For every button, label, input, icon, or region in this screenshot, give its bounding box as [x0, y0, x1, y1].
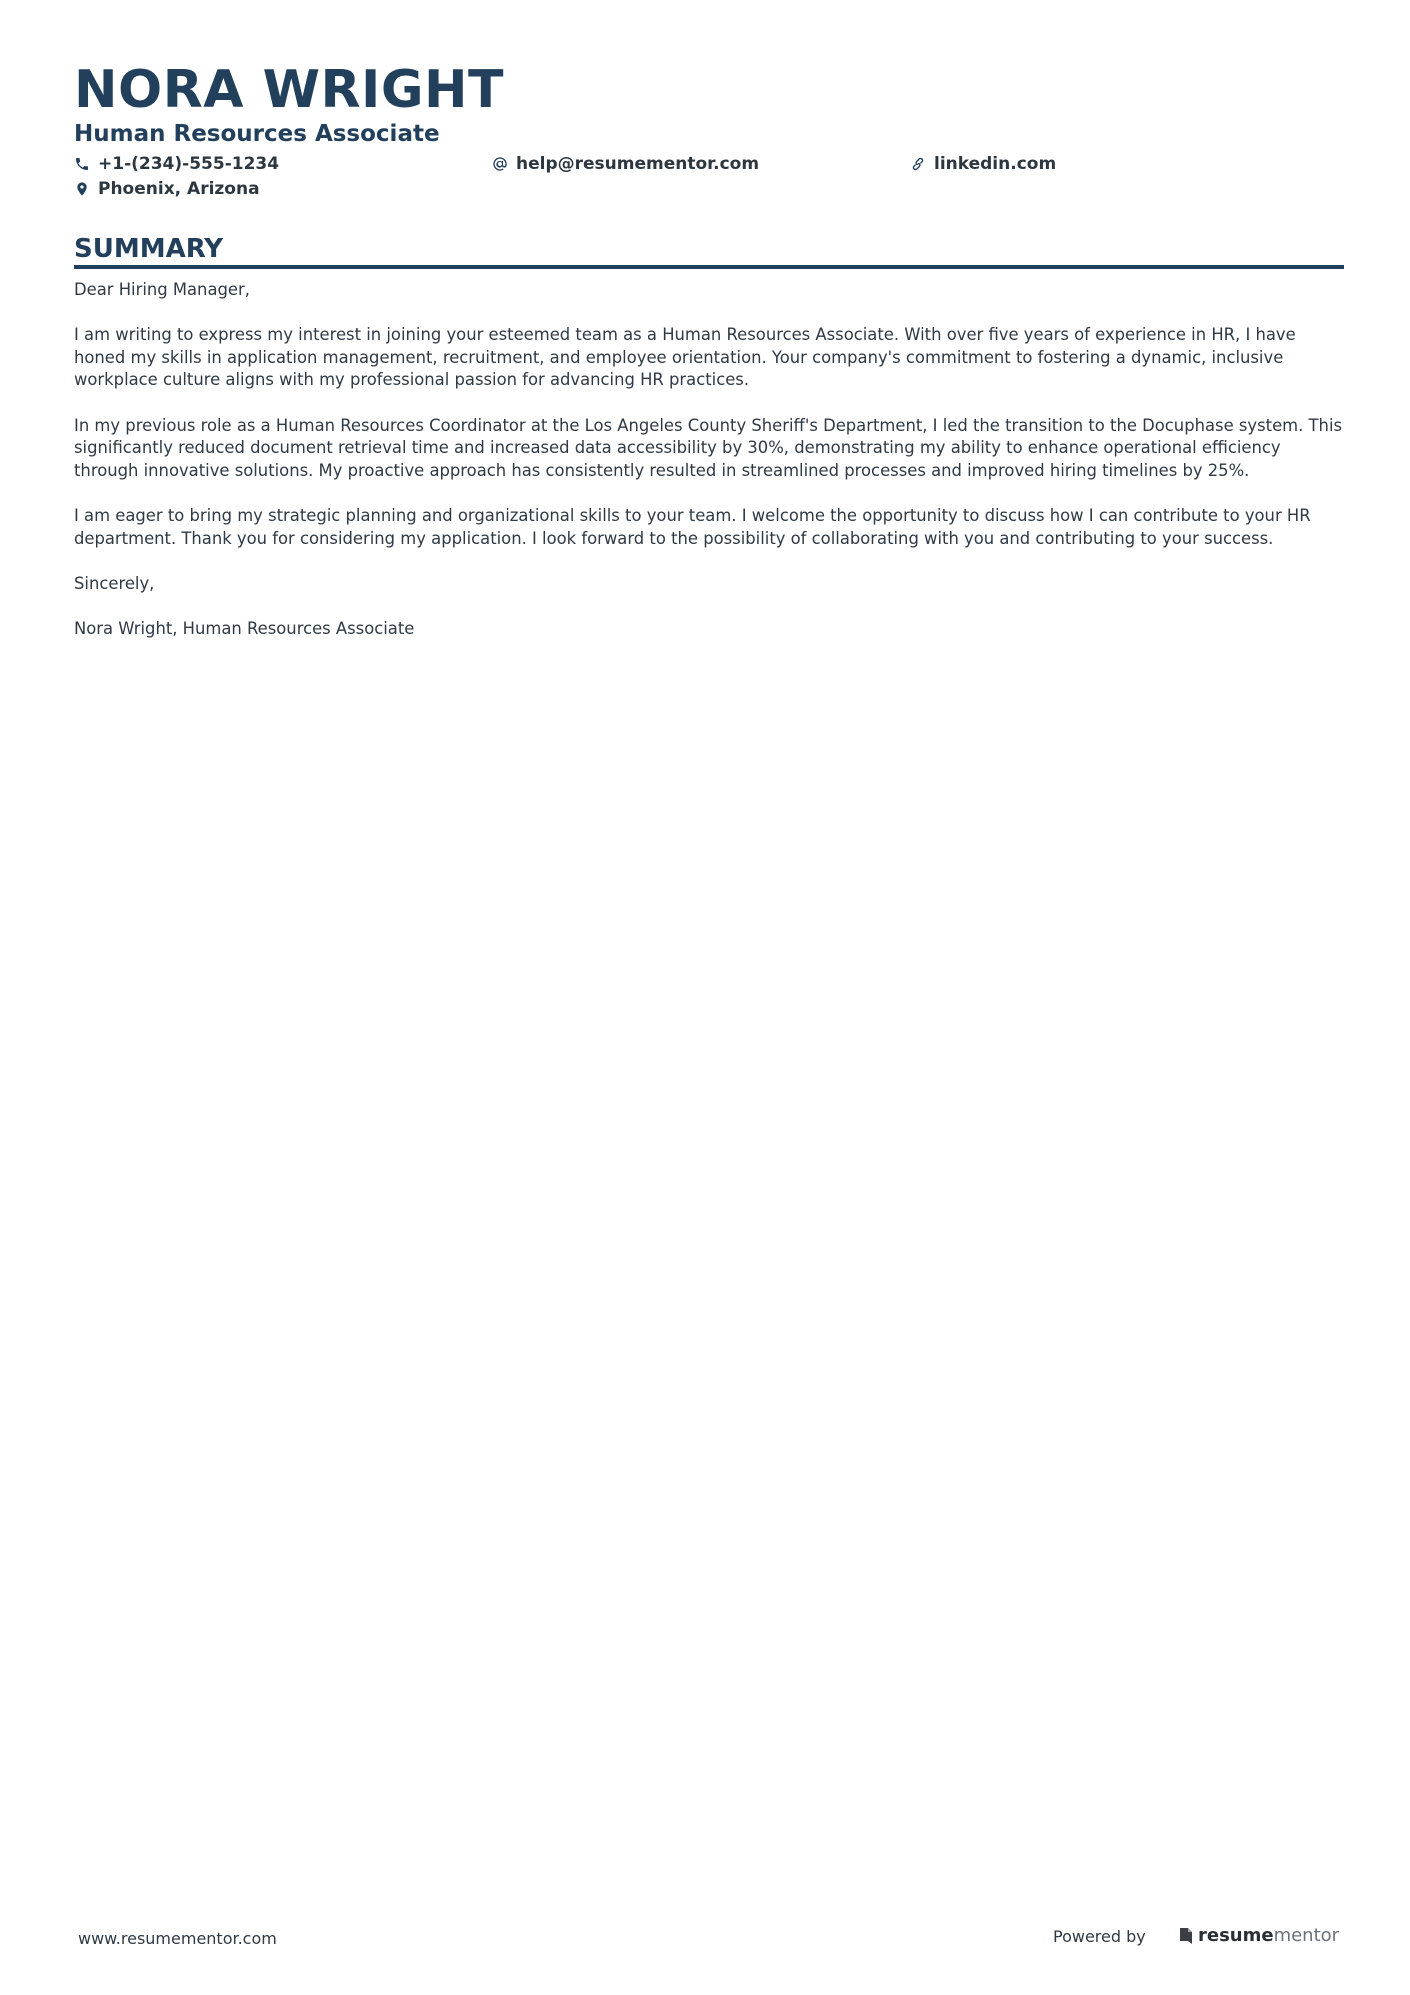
section-divider — [74, 265, 1344, 269]
link-icon — [910, 156, 926, 172]
map-pin-icon — [74, 181, 90, 197]
letter-body — [74, 279, 1344, 663]
at-sign-icon — [492, 156, 508, 172]
letter-closing: Sincerely, — [74, 573, 155, 593]
brand-name-light: mentor — [1273, 1925, 1340, 1946]
powered-by-label: Powered by — [1053, 1927, 1146, 1946]
letter-paragraph: In my previous role as a Human Resources Coordinator at the Los Angeles County Sheriff's Department, I led the transition to the Docuphase system. This significantly reduced document retrieval time and increased data accessibility by 30%, demonstrating my ability to enhance operational efficiency through innovative solutions. My proactive approach has consistently resulted in streamlined processes and improved hiring timelines by 25%. — [74, 415, 1343, 480]
candidate-title: Human Resources Associate — [74, 121, 440, 147]
contact-linkedin[interactable] — [910, 153, 1056, 175]
linkedin-text[interactable]: linkedin.com — [934, 154, 1057, 174]
letter-paragraph: I am writing to express my interest in joining your esteemed team as a Human Resources Associate. With over five years of experience in HR, I have honed my skills in application management, recruitment, and employee orientation. Your company's commitment to fostering a dynamic, inclusive workplace culture aligns with my professional passion for advancing HR practices. — [74, 325, 1296, 390]
location-text: Phoenix, Arizona — [98, 179, 260, 199]
footer-url[interactable]: www.resumementor.com — [78, 1929, 277, 1948]
brand-logo[interactable] — [1178, 1925, 1339, 1946]
candidate-name: NORA WRIGHT — [74, 60, 505, 120]
letter-greeting: Dear Hiring Manager, — [74, 280, 250, 299]
letter-paragraph: I am eager to bring my strategic planning and organizational skills to your team. I welcome the opportunity to discuss how I can contribute to your HR department. Thank you for considering my application. I look forward to the possibility of collaborating with you and contributing to your success. — [74, 505, 1311, 548]
phone-text: +1-(234)-555-1234 — [98, 154, 280, 174]
phone-icon — [74, 156, 90, 172]
resumementor-logo-icon — [1178, 1926, 1194, 1946]
email-text[interactable]: help@resumementor.com — [516, 154, 760, 174]
letter-signature: Nora Wright, Human Resources Associate — [74, 618, 415, 638]
contact-phone — [74, 153, 279, 175]
brand-name-bold: resume — [1198, 1925, 1274, 1946]
section-title-summary: SUMMARY — [74, 234, 224, 264]
contact-location — [74, 178, 260, 200]
contact-email[interactable] — [492, 153, 759, 175]
